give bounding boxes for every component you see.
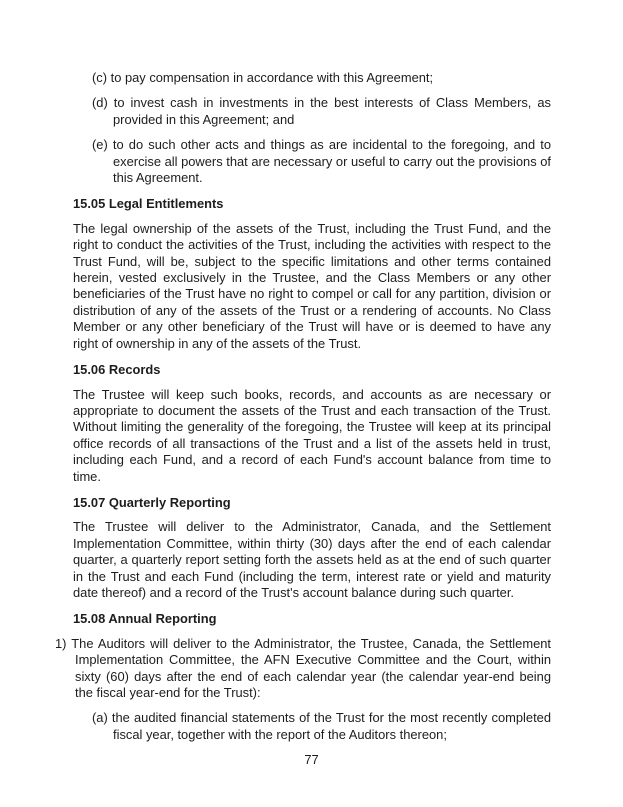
sub-item-marker: (a) (92, 710, 108, 726)
section-heading-quarterly-reporting: 15.07 Quarterly Reporting (73, 494, 231, 510)
list-item-text: to do such other acts and things as are incidental to the foregoing, and to exercise all powers that are necessary or useful to carry out the provisions of this Agreement. (112, 137, 551, 186)
section-heading-legal-entitlements: 15.05 Legal Entitlements (73, 196, 224, 212)
numbered-item-1 (55, 636, 551, 702)
page-number: 77 (304, 752, 319, 767)
section-heading-records: 15.06 Records (73, 362, 161, 378)
list-item-d (92, 95, 551, 128)
section-paragraph-records: The Trustee will keep such books, records, and accounts as are necessary or appropriate to document the assets of the Trust and each transaction of the Trust. Without limiting the generality of the foregoing, the Trustee will keep at its principal office records of all transactions of the Trust and a list of the assets held in trust, including each Fund, and a record of each Fund's account balance from time to time. (73, 386, 551, 484)
list-item-marker: (d) (92, 95, 108, 111)
list-item-c (92, 70, 551, 86)
numbered-item-text: The Auditors will deliver to the Administrator, the Trustee, Canada, the Settlement Implementation Committee, the AFN Executive Committee and the Court, within sixty (60) days after the end of each calendar year (the calendar year-end being the fiscal year-end for the Trust): (71, 635, 551, 700)
list-item-text: to invest cash in investments in the best interests of Class Members, as provided in this Agreement; and (113, 95, 551, 127)
section-paragraph-quarterly-reporting: The Trustee will deliver to the Administrator, Canada, and the Settlement Implementation Committee, within thirty (30) days after the end of each calendar quarter, a quarterly report setting forth the assets held as at the end of such quarter in the Trust and each Fund (including the term, interest rate or yield and maturity date thereof) and a record of the Trust's account balance during such quarter. (73, 519, 551, 600)
sub-item-text: the audited financial statements of the Trust for the most recently completed fiscal year, together with the report of the Auditors thereon; (111, 710, 551, 742)
list-item-marker: (e) (92, 137, 108, 153)
document-content (55, 70, 551, 752)
numbered-item-marker: 1) (55, 635, 67, 651)
section-paragraph-legal-entitlements: The legal ownership of the assets of the Trust, including the Trust Fund, and the right to conduct the activities of the Trust, including the activities with respect to the Trust Fund, will be, subject to the specific limitations and other terms contained herein, vested exclusively in the Trustee, and the Class Members or any other beneficiaries of the Trust have no right to compel or call for any partition, division or distribution of any of the assets of the Trust or a rendering of accounts. No Class Member or any other beneficiary of the Trust will have or is deemed to have any right of ownership in any of the assets of the Trust. (73, 220, 551, 351)
list-item-marker: (c) (92, 70, 108, 85)
sub-item-a (92, 710, 551, 743)
list-item-text: to pay compensation in accordance with this Agreement; (110, 70, 434, 85)
section-heading-annual-reporting: 15.08 Annual Reporting (73, 611, 217, 627)
list-item-e (92, 137, 551, 186)
